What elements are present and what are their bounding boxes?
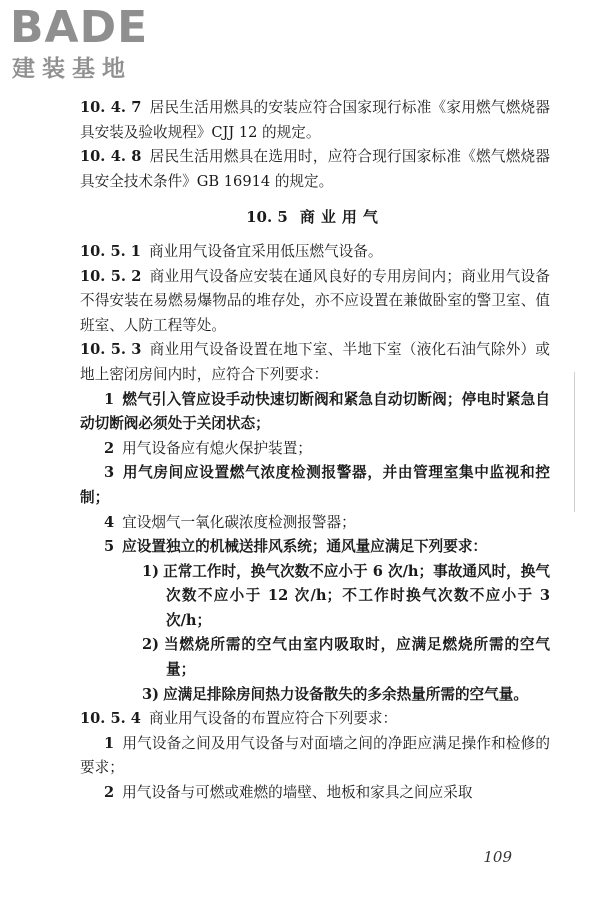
sub-item-number: 2)	[142, 636, 160, 654]
clause-10-4-8	[80, 145, 550, 194]
sub-item-text: 正常工作时，换气次数不应小于 6 次/h；事故通风时，换气次数不应小于 12 次/h；不工作时换气次数不应小于 3 次/h；	[163, 562, 550, 629]
sub-item	[142, 560, 550, 634]
section-title: 商业用气	[299, 208, 384, 227]
clause-number: 10. 5. 4	[80, 710, 141, 728]
clause-text: 商业用气设备的布置应符合下列要求：	[148, 710, 398, 728]
clause-number: 10. 5. 3	[80, 341, 142, 359]
item-text: 用气设备与可燃或难燃的墙壁、地板和家具之间应采取	[122, 784, 473, 802]
clause-text: 商业用气设备宜采用低压燃气设备。	[148, 242, 383, 260]
clause-number: 10. 4. 7	[80, 99, 142, 116]
sub-item-number: 3)	[142, 685, 160, 703]
clause-10-5-4	[80, 707, 550, 732]
list-item	[80, 535, 550, 560]
item-number: 1	[104, 734, 115, 752]
item-number: 5	[104, 538, 115, 556]
list-item	[80, 461, 550, 510]
clause-number: 10. 5. 1	[80, 242, 141, 260]
clause-number: 10. 4. 8	[80, 148, 142, 166]
clause-number: 10. 5. 2	[80, 267, 142, 285]
item-text: 用气设备应有熄火保护装置；	[122, 439, 312, 457]
item-number: 1	[104, 390, 115, 408]
list-item	[80, 437, 550, 462]
section-heading	[80, 205, 550, 230]
logo-wordmark: BADE	[10, 2, 149, 53]
clause-10-5-2	[80, 265, 550, 339]
clause-10-5-1	[80, 240, 550, 265]
sub-item	[142, 683, 550, 708]
list-item	[80, 388, 550, 437]
sub-item-number: 1)	[142, 562, 160, 580]
item-text: 应设置独立的机械送排风系统；通风量应满足下列要求：	[122, 538, 488, 556]
item-number: 3	[104, 464, 115, 482]
item-number: 2	[104, 784, 115, 802]
item-text: 用气设备之间及用气设备与对面墙之间的净距应满足操作和检修的要求；	[80, 734, 550, 777]
clause-text: 居民生活用燃具的安装应符合国家现行标准《家用燃气燃烧器具安装及验收规程》CJJ 12 的规定。	[80, 99, 550, 141]
scan-edge-line	[574, 372, 575, 512]
item-number: 4	[104, 513, 115, 531]
item-text: 用气房间应设置燃气浓度检测报警器，并由管理室集中监视和控制；	[80, 464, 550, 506]
document-body	[80, 96, 550, 806]
clause-text: 居民生活用燃具在选用时，应符合现行国家标准《燃气燃烧器具安全技术条件》GB 16914 的规定。	[80, 148, 550, 190]
item-number: 2	[104, 439, 115, 457]
list-item	[80, 732, 550, 781]
clause-text: 商业用气设备应安装在通风良好的专用房间内；商业用气设备不得安装在易燃易爆物品的堆存处，亦不应设置在兼做卧室的警卫室、值班室、人防工程等处。	[80, 267, 550, 334]
sub-item-text: 当燃烧所需的空气由室内吸取时，应满足燃烧所需的空气量；	[163, 636, 550, 679]
clause-10-4-7	[80, 96, 550, 145]
clause-10-5-3	[80, 338, 550, 387]
list-item	[80, 781, 550, 806]
item-text: 宜设烟气一氧化碳浓度检测报警器；	[122, 513, 356, 531]
clause-text: 商业用气设备设置在地下室、半地下室（液化石油气除外）或地上密闭房间内时，应符合下列要求：	[80, 341, 550, 383]
sub-item	[142, 633, 550, 682]
page-number: 109	[483, 848, 512, 866]
sub-item-text: 应满足排除房间热力设备散失的多余热量所需的空气量。	[163, 685, 528, 703]
list-item	[80, 511, 550, 536]
section-number: 10. 5	[246, 208, 288, 227]
logo-subtitle: 建装基地	[12, 56, 132, 82]
logo	[10, 4, 180, 88]
item-text: 燃气引入管应设手动快速切断阀和紧急自动切断阀；停电时紧急自动切断阀必须处于关闭状态；	[80, 390, 550, 433]
